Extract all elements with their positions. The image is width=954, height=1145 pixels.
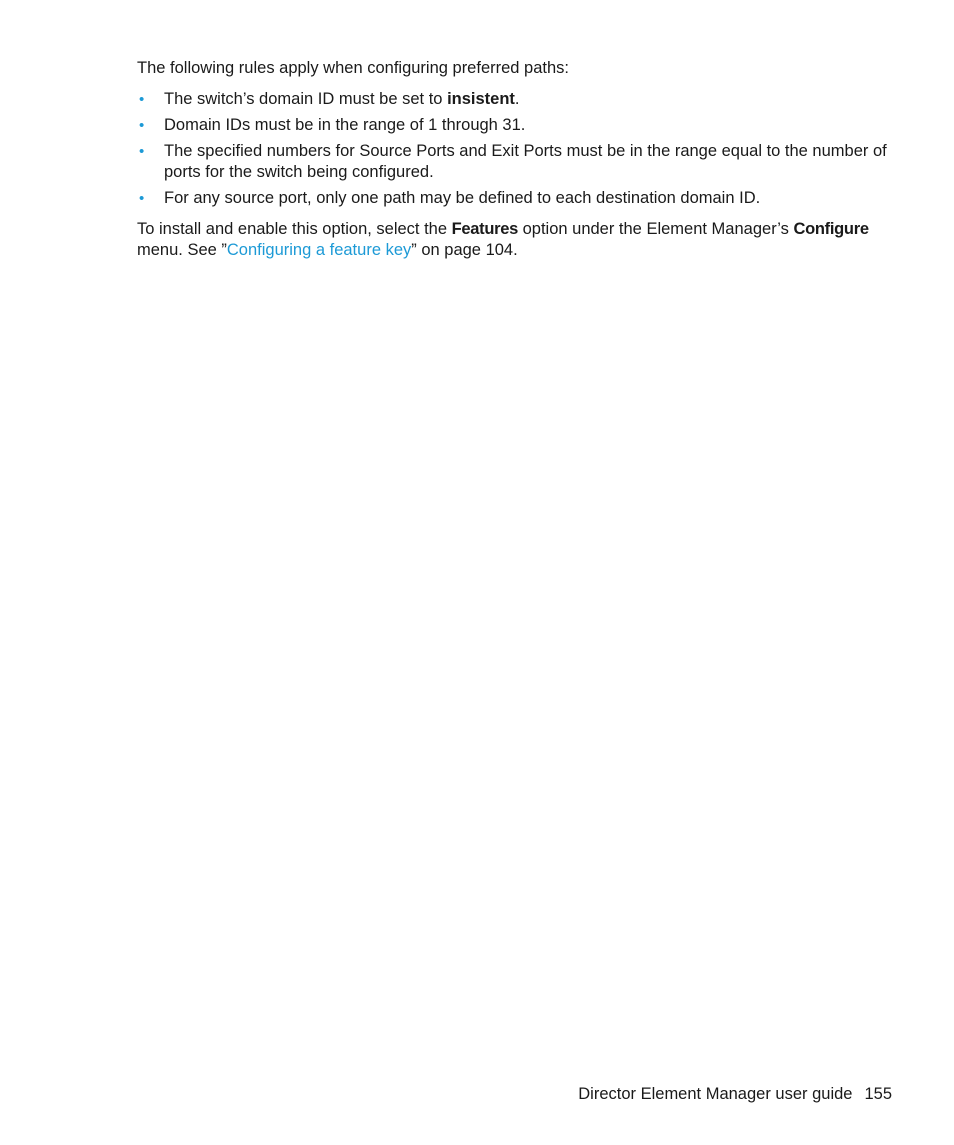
page-footer — [578, 1084, 892, 1105]
rule-text: Domain IDs must be in the range of 1 through 31. — [164, 116, 526, 134]
list-item — [137, 89, 897, 110]
rules-list — [137, 89, 897, 209]
list-item — [137, 188, 897, 209]
rule-text: For any source port, only one path may be defined to each destination domain ID. — [164, 189, 761, 207]
rule-text: The specified numbers for Source Ports and Exit Ports must be in the range equal to the number of ports for the switch being configured. — [164, 142, 887, 181]
install-text-1: To install and enable this option, select the — [137, 220, 452, 238]
bullet-icon: • — [139, 91, 145, 108]
install-text-2: option under the Element Manager’s — [518, 220, 794, 238]
feature-key-link[interactable]: Configuring a feature key — [226, 241, 412, 259]
bullet-icon: • — [139, 190, 145, 207]
install-text-4: ” on page 104. — [411, 241, 518, 259]
page-content — [137, 58, 897, 261]
features-menu-term: Features — [451, 220, 519, 238]
rule-text-post: . — [514, 90, 520, 108]
install-paragraph — [137, 219, 897, 261]
intro-paragraph: The following rules apply when configuring preferred paths: — [137, 59, 569, 77]
rule-bold-term: insistent — [447, 90, 515, 108]
configure-menu-term: Configure — [793, 220, 869, 238]
list-item — [137, 141, 897, 183]
rule-text-pre: The switch’s domain ID must be set to — [164, 90, 448, 108]
bullet-icon: • — [139, 143, 145, 160]
bullet-icon: • — [139, 117, 145, 134]
install-text-3: menu. See ” — [137, 241, 227, 259]
page-number: 155 — [864, 1085, 892, 1103]
footer-title: Director Element Manager user guide — [578, 1085, 853, 1103]
list-item — [137, 115, 897, 136]
